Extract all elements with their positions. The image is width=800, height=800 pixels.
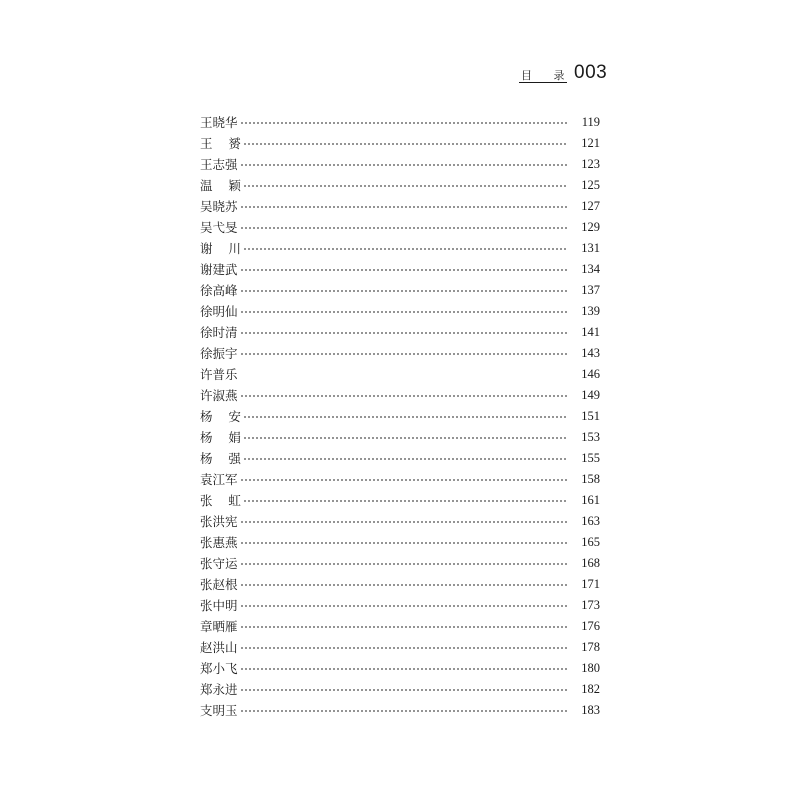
toc-entry-page: 178 bbox=[581, 640, 600, 654]
page-number: 003 bbox=[574, 62, 608, 83]
dot-leader bbox=[240, 206, 568, 208]
toc-entry-page: 153 bbox=[581, 430, 600, 444]
toc-entry-page: 125 bbox=[581, 178, 600, 192]
toc-entry-name: 徐振宇 bbox=[200, 346, 238, 361]
dot-leader bbox=[240, 668, 568, 670]
toc-entry bbox=[200, 490, 600, 511]
toc-entry-name: 王志强 bbox=[200, 157, 238, 172]
toc-entry bbox=[200, 406, 600, 427]
dot-leader bbox=[240, 227, 568, 229]
toc-entry-page: 123 bbox=[581, 157, 600, 171]
toc-entry bbox=[200, 196, 600, 217]
toc-entry-page: 151 bbox=[581, 409, 600, 423]
toc-entry-name: 徐高峰 bbox=[200, 283, 238, 298]
toc-entry-name: 王 赟 bbox=[200, 136, 241, 151]
toc-entry-name: 杨 娟 bbox=[200, 430, 241, 445]
toc-entry bbox=[200, 574, 600, 595]
dot-leader bbox=[243, 458, 568, 460]
toc-entry bbox=[200, 448, 600, 469]
toc-entry-name: 许普乐 bbox=[200, 367, 238, 382]
dot-leader bbox=[240, 311, 568, 313]
toc-entry bbox=[200, 637, 600, 658]
dot-leader bbox=[240, 542, 568, 544]
toc-entry-page: 161 bbox=[581, 493, 600, 507]
toc-entry bbox=[200, 112, 600, 133]
dot-leader bbox=[243, 185, 568, 187]
toc-entry-name: 张 虹 bbox=[200, 493, 241, 508]
toc-entry-name: 杨 安 bbox=[200, 409, 241, 424]
dot-leader bbox=[240, 647, 568, 649]
dot-leader bbox=[240, 164, 568, 166]
dot-leader bbox=[243, 143, 568, 145]
toc-entry-page: 168 bbox=[581, 556, 600, 570]
toc-entry-page: 183 bbox=[581, 703, 600, 717]
toc-entry bbox=[200, 427, 600, 448]
toc-entry-page: 171 bbox=[581, 577, 600, 591]
toc-entry-name: 谢 川 bbox=[200, 241, 241, 256]
running-head bbox=[519, 62, 608, 86]
toc-entry-name: 温 颖 bbox=[200, 178, 241, 193]
toc-entry bbox=[200, 595, 600, 616]
toc-entry bbox=[200, 616, 600, 637]
toc-entry bbox=[200, 532, 600, 553]
dot-leader bbox=[240, 374, 568, 376]
section-rule bbox=[519, 82, 567, 83]
dot-leader bbox=[240, 521, 568, 523]
dot-leader bbox=[240, 332, 568, 334]
toc-entry-name: 张惠燕 bbox=[200, 535, 238, 550]
toc-entry-name: 徐时清 bbox=[200, 325, 238, 340]
dot-leader bbox=[240, 290, 568, 292]
toc-entry-name: 谢建武 bbox=[200, 262, 238, 277]
dot-leader bbox=[240, 353, 568, 355]
dot-leader bbox=[240, 710, 568, 712]
dot-leader bbox=[243, 248, 568, 250]
toc-entry-name: 杨 强 bbox=[200, 451, 241, 466]
toc-entry bbox=[200, 154, 600, 175]
toc-entry-page: 121 bbox=[581, 136, 600, 150]
dot-leader bbox=[240, 479, 568, 481]
dot-leader bbox=[240, 626, 568, 628]
dot-leader bbox=[243, 500, 568, 502]
toc-entry-page: 134 bbox=[581, 262, 600, 276]
dot-leader bbox=[240, 584, 568, 586]
toc-entry-name: 徐明仙 bbox=[200, 304, 238, 319]
toc-entry bbox=[200, 133, 600, 154]
toc-entry bbox=[200, 322, 600, 343]
toc-entry-page: 149 bbox=[581, 388, 600, 402]
dot-leader bbox=[240, 563, 568, 565]
toc-entry-page: 173 bbox=[581, 598, 600, 612]
toc-entry bbox=[200, 469, 600, 490]
toc-entry-page: 155 bbox=[581, 451, 600, 465]
toc-entry bbox=[200, 553, 600, 574]
toc-entry bbox=[200, 217, 600, 238]
toc-entry-page: 180 bbox=[581, 661, 600, 675]
toc-entry-page: 119 bbox=[581, 115, 600, 129]
toc-entry-page: 139 bbox=[581, 304, 600, 318]
toc-entry-page: 158 bbox=[581, 472, 600, 486]
toc-entry-name: 章晒雁 bbox=[200, 619, 238, 634]
toc-entry-page: 146 bbox=[581, 367, 600, 381]
toc-entry-name: 张守运 bbox=[200, 556, 238, 571]
toc-entry-page: 131 bbox=[581, 241, 600, 255]
toc-entry bbox=[200, 385, 600, 406]
toc-entry-name: 郑永进 bbox=[200, 682, 238, 697]
toc-entry bbox=[200, 700, 600, 721]
dot-leader bbox=[240, 269, 568, 271]
toc-entry-name: 张赵根 bbox=[200, 577, 238, 592]
toc-entry-name: 张中明 bbox=[200, 598, 238, 613]
toc-entry-name: 许淑燕 bbox=[200, 388, 238, 403]
toc-entry bbox=[200, 343, 600, 364]
toc-entry bbox=[200, 175, 600, 196]
toc-entry-page: 165 bbox=[581, 535, 600, 549]
dot-leader bbox=[240, 605, 568, 607]
toc-entry-page: 141 bbox=[581, 325, 600, 339]
toc-entry bbox=[200, 364, 600, 385]
dot-leader bbox=[243, 437, 568, 439]
table-of-contents bbox=[200, 112, 600, 721]
dot-leader bbox=[243, 416, 568, 418]
toc-entry-name: 赵洪山 bbox=[200, 640, 238, 655]
toc-entry-name: 王晓华 bbox=[200, 115, 238, 130]
dot-leader bbox=[240, 689, 568, 691]
dot-leader bbox=[240, 122, 568, 124]
toc-entry bbox=[200, 511, 600, 532]
section-label: 目 录 bbox=[521, 69, 574, 82]
toc-entry bbox=[200, 238, 600, 259]
toc-entry-page: 127 bbox=[581, 199, 600, 213]
toc-entry bbox=[200, 280, 600, 301]
toc-entry-page: 143 bbox=[581, 346, 600, 360]
toc-entry-page: 163 bbox=[581, 514, 600, 528]
toc-entry bbox=[200, 658, 600, 679]
toc-entry-name: 吴晓苏 bbox=[200, 199, 238, 214]
toc-entry bbox=[200, 679, 600, 700]
toc-entry-page: 176 bbox=[581, 619, 600, 633]
toc-entry-name: 张洪宪 bbox=[200, 514, 238, 529]
toc-entry-page: 182 bbox=[581, 682, 600, 696]
toc-entry-name: 袁江军 bbox=[200, 472, 238, 487]
toc-entry-page: 129 bbox=[581, 220, 600, 234]
toc-entry bbox=[200, 259, 600, 280]
toc-entry-name: 郑小飞 bbox=[200, 661, 238, 676]
dot-leader bbox=[240, 395, 568, 397]
toc-entry-name: 支明玉 bbox=[200, 703, 238, 718]
toc-entry bbox=[200, 301, 600, 322]
toc-entry-name: 吴弋旻 bbox=[200, 220, 238, 235]
toc-entry-page: 137 bbox=[581, 283, 600, 297]
